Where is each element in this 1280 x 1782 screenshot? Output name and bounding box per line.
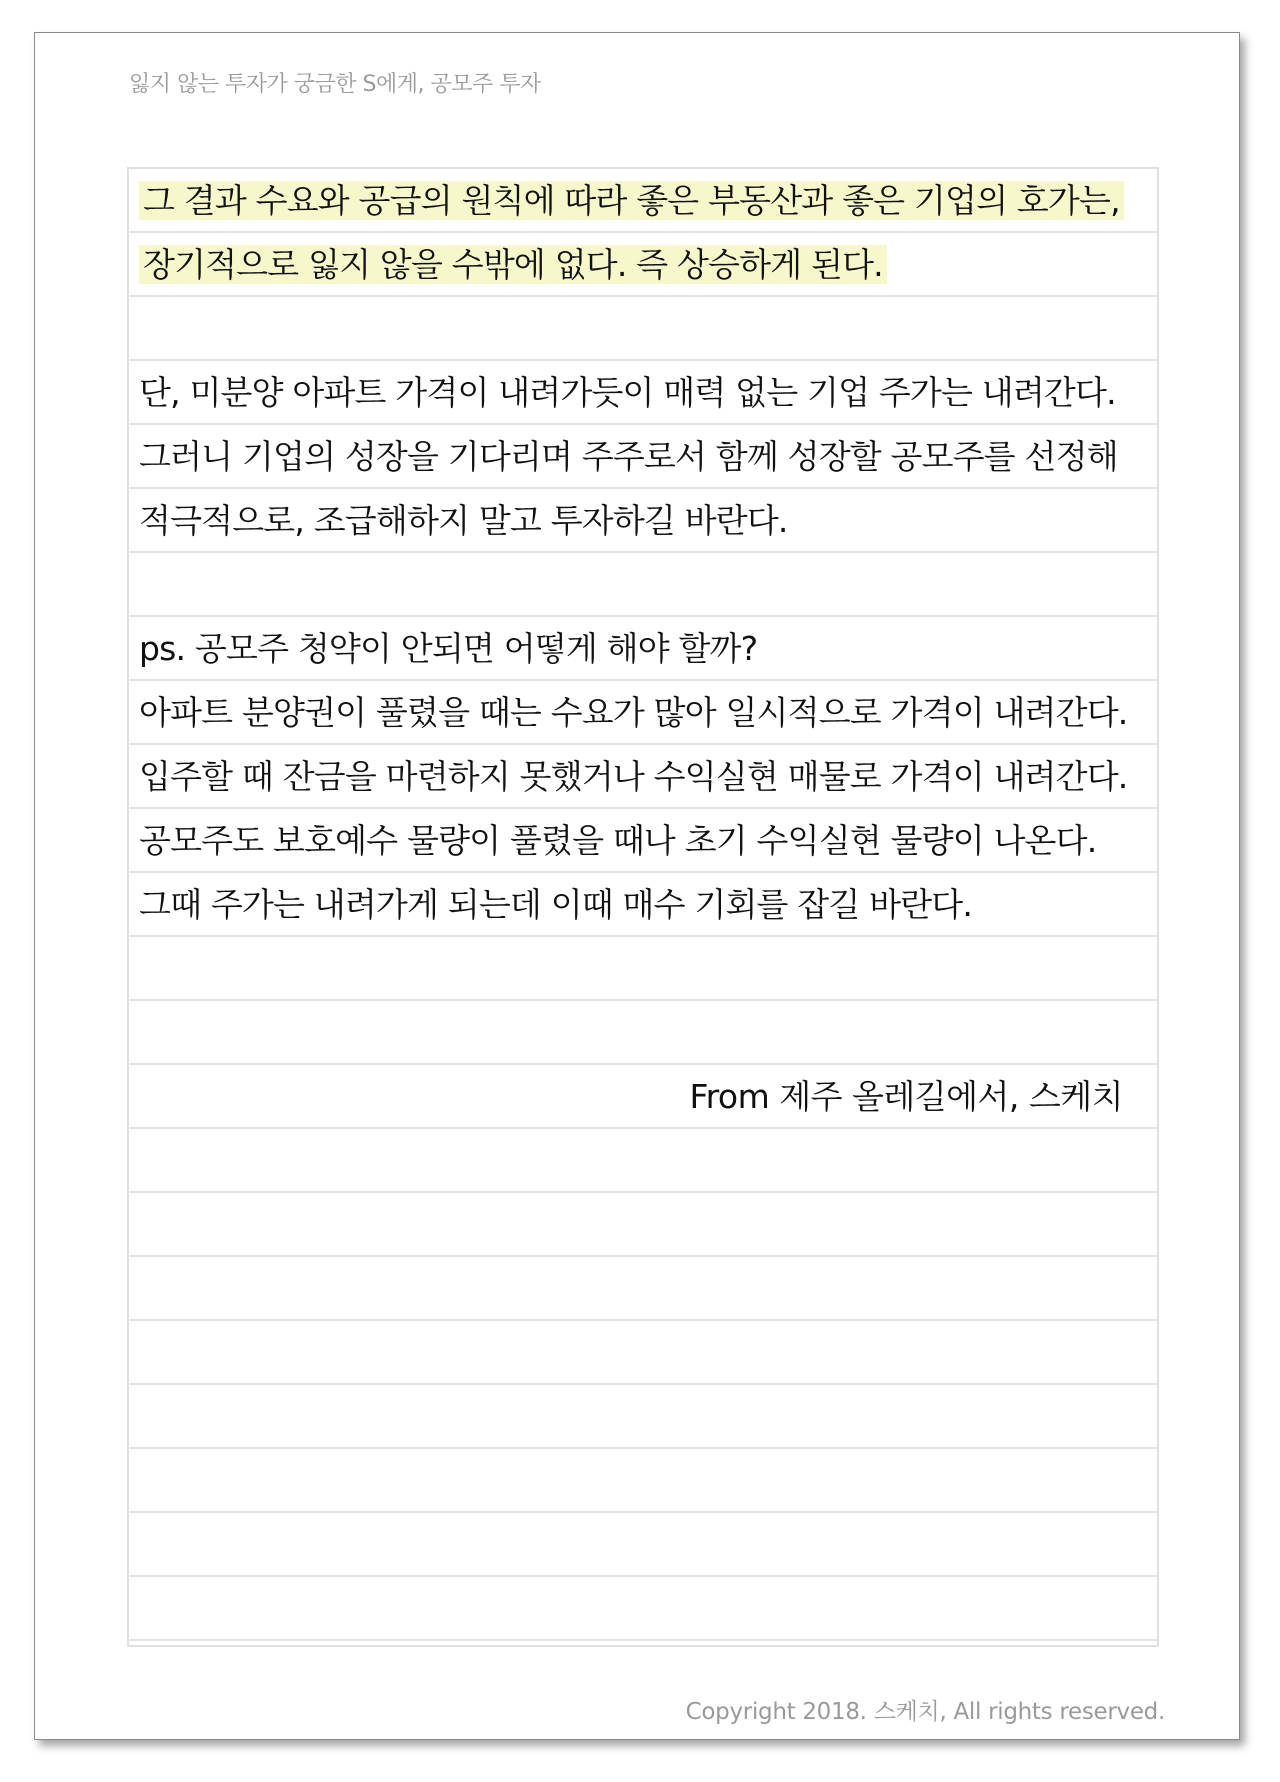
text-line-6: 적극적으로, 조급해하지 말고 투자하길 바란다.: [139, 501, 788, 540]
text-line-10: 입주할 때 잔금을 마련하지 못했거나 수익실현 매물로 가격이 내려간다.: [139, 757, 1128, 796]
lined-paper-area: [127, 167, 1159, 1647]
text-line-2: [139, 233, 887, 297]
text-line-12: 그때 주가는 내려가게 되는데 이때 매수 기회를 잡길 바란다.: [139, 885, 973, 924]
text-line-9: 아파트 분양권이 풀렸을 때는 수요가 많아 일시적으로 가격이 내려간다.: [139, 693, 1128, 732]
text-line-5: 그러니 기업의 성장을 기다리며 주주로서 함께 성장할 공모주를 선정해: [139, 437, 1118, 476]
text-line-8: ps. 공모주 청약이 안되면 어떻게 해야 할까?: [139, 629, 758, 668]
copyright-footer: Copyright 2018. 스케치, All rights reserved.: [685, 1699, 1165, 1725]
signature-line: From 제주 올레길에서, 스케치: [689, 1077, 1123, 1116]
highlighted-text: 그 결과 수요와 공급의 원칙에 따라 좋은 부동산과 좋은 기업의 호가는,: [139, 181, 1124, 220]
text-line-4: 단, 미분양 아파트 가격이 내려가듯이 매력 없는 기업 주가는 내려간다.: [139, 373, 1116, 412]
text-line-1: [139, 169, 1124, 233]
highlighted-text: 장기적으로 잃지 않을 수밖에 없다. 즉 상승하게 된다.: [139, 245, 887, 284]
text-line-11: 공모주도 보호예수 물량이 풀렸을 때나 초기 수익실현 물량이 나온다.: [139, 821, 1097, 860]
document-page: [34, 32, 1240, 1740]
page-header-title: 잃지 않는 투자가 궁금한 S에게, 공모주 투자: [129, 72, 541, 97]
